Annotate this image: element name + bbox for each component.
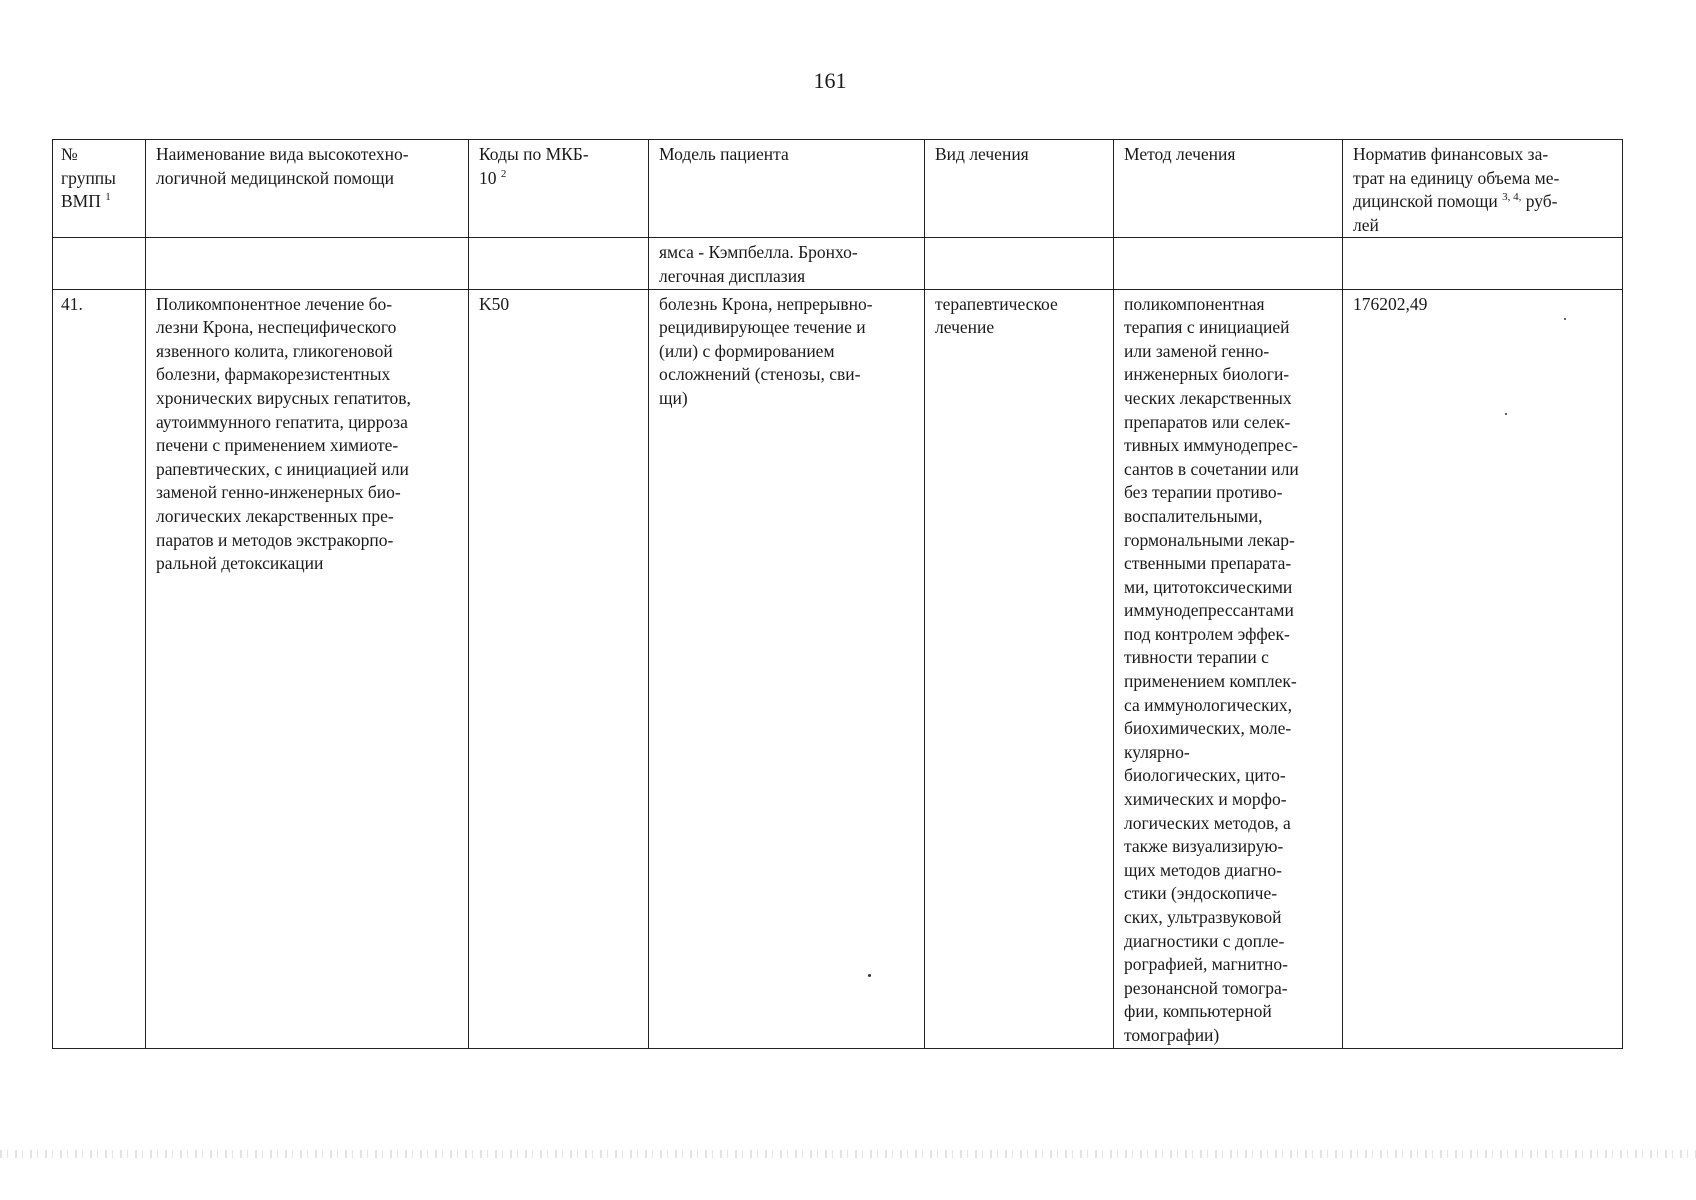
scan-speck (1505, 413, 1507, 415)
vmp-table (52, 139, 1623, 1049)
header-icd-codes: Коды по МКБ- 10 $^2$ (469, 140, 649, 238)
cell-name: Поликомпонентное лечение бо- лезни Крона, неспецифического язвенного колита, гликогеновой болезни, фармакорезистентных хронических вирусных гепатитов, аутоиммунного гепатита, цирроза печени с применением химиоте- рапевтических, с инициацией или заменой генно-инженерных био- логических лекарственных пре- паратов и методов экстракорпо- ральной детоксикации (146, 289, 469, 1048)
table-header-row (53, 140, 1623, 238)
cell-cost-norm: 176202,49 (1343, 289, 1623, 1048)
header-name: Наименование вида высокотехно- логичной медицинской помощи (146, 140, 469, 238)
header-treatment-method: Метод лечения (1114, 140, 1343, 238)
header-cost-norm: Норматив финансовых за- трат на единицу объема ме- дицинской помощи $^{3, 4,}$ руб- лей (1343, 140, 1623, 238)
cell-empty (1114, 238, 1343, 289)
scan-speck (868, 974, 871, 977)
page-number: 161 (813, 68, 847, 93)
cell-patient-model: болезнь Крона, непрерывно- рецидивирующее течение и (или) с формированием осложнений (стенозы, сви- щи) (649, 289, 925, 1048)
cell-treatment-method: поликомпонентная терапия с инициацией или заменой генно- инженерных биологи- ческих лекарственных препаратов или селек- тивных иммунодепрес- сантов в сочетании или без терапии противо- воспалительными, гормональными лекар- ственными препарата- ми, цитотоксическими иммунодепрессантами под контролем эффек- тивности терапии с применением комплек- са иммунологических, биохимических, моле- кулярно- биологических, цито- химических и морфо- логических методов, а также визуализирую- щих методов диагно- стики (эндоскопиче- ских, ультразвуковой диагностики с допле- рографией, магнитно- резонансной томогра- фии, компьютерной томографии) (1114, 289, 1343, 1048)
cell-empty (1343, 238, 1623, 289)
header-group-no: № группы ВМП $^1$ (53, 140, 146, 238)
cell-empty (146, 238, 469, 289)
cell-empty (469, 238, 649, 289)
cell-treatment-type: терапевтическое лечение (925, 289, 1114, 1048)
cell-patient-model: ямса - Кэмпбелла. Бронхо- легочная дисплазия (649, 238, 925, 289)
cell-group-no: 41. (53, 289, 146, 1048)
header-treatment-type: Вид лечения (925, 140, 1114, 238)
scan-speck (1564, 318, 1566, 320)
table-row (53, 289, 1623, 1048)
cell-icd-codes: K50 (469, 289, 649, 1048)
cell-empty (53, 238, 146, 289)
cell-empty (925, 238, 1114, 289)
scan-noise-strip (0, 1150, 1696, 1158)
table-row-continuation (53, 238, 1623, 289)
header-patient-model: Модель пациента (649, 140, 925, 238)
